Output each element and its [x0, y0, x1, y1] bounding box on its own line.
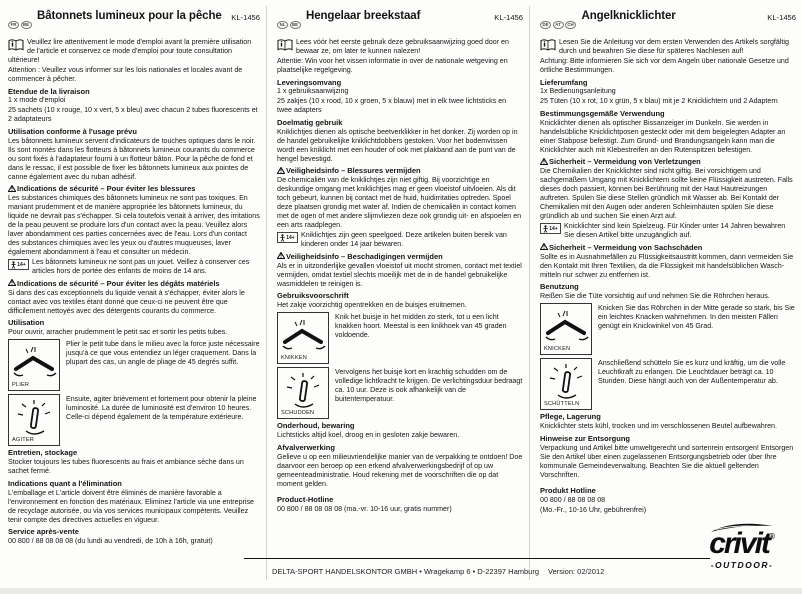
- safety-damage-text: Sollte es in Ausnahmefällen zu Flüssigkeitsaustritt kommen, dann vermeiden Sie den Kontakt mit Ihren Textilien, da die Flüssigkeit mit handelsüblichen Wasch-mitteln nur schwer zu entfernen ist.: [540, 252, 794, 279]
- column-divider: [529, 6, 530, 580]
- heading-usage: Gebruiksvoorschrift: [277, 291, 349, 300]
- bend-instruction-text: Knicken Sie das Röhrchen in der Mitte gerade so stark, bis Sie ein leichtes Knacken wahrnehmen. In den meisten Fällen genügt ein Knickwinkel von 45 Grad.: [598, 304, 795, 331]
- age-warning-text: Les bâtonnets lumineux ne sont pas un jouet. Veillez à conserver ces articles hors de portée des enfants de moins de 14 ans.: [32, 258, 250, 276]
- care-text: Stocker toujours les tubes fluorescents au frais et ambiance sèche dans un sachet fermé.: [8, 458, 244, 476]
- shake-stick-icon: [281, 371, 327, 411]
- read-manual-book-icon: [8, 39, 24, 54]
- pictogram-label: SCHÜTTELN: [544, 400, 580, 407]
- column-header: [540, 10, 796, 31]
- intro-paragraph: [540, 38, 796, 56]
- care-text: Knicklichter stets kühl, trocken und im verschlossenen Beutel aufbewahren.: [540, 422, 777, 431]
- disposal-text: L'emballage et L'article doivent être éliminés de manière favorable a l'environnement en fonction des matériaux. Eliminez l'article via une entreprise de recyclage autorisée, ou via vos services municipaux compétents. Veuillez tenir compte des directives actuelles en vigueur.: [8, 488, 254, 524]
- bend-stick-icon: [281, 316, 327, 356]
- heading-usage: Utilisation: [8, 318, 45, 327]
- language-badges: [540, 10, 578, 31]
- warning-triangle-icon: [540, 158, 548, 165]
- warning-triangle-icon: [540, 243, 548, 250]
- heading-intended-use: Bestimmungsgemäße Verwendung: [540, 108, 665, 118]
- page-edge-band: [0, 588, 802, 594]
- age-14-plus-icon: 14+: [277, 232, 298, 243]
- warning-triangle-icon: [277, 167, 285, 174]
- read-manual-book-icon: [540, 39, 556, 54]
- bend-stick-pictogram: [540, 303, 592, 355]
- intro-text: Lesen Sie die Anleitung vor dem ersten Verwenden des Artikels sorgfältig durch und bewahren Sie diese für späteres Nachlesen auf!: [559, 38, 789, 55]
- shake-instruction-text: Vervolgens het buisje kort en krachtig schudden om de volledige lichtkracht te krijgen. De verlichtingsduur bedraagt ca. 10 uur. Deze is ook afhankelijk van de buitentemperatuur.: [335, 367, 523, 403]
- bend-instruction-row: [277, 312, 523, 364]
- registered-trademark-icon: ®: [768, 532, 775, 541]
- heading-safety-injuries: Veiligheidsinfo – Blessures vermijden: [277, 166, 523, 175]
- heading-safety-injuries: Indications de sécurité – Pour éviter les blessures: [8, 184, 260, 193]
- safety-injuries-text: Die Chemikalien der Knicklichter sind nicht giftig. Bei vorsichtigem und sachgemäßem Umgang mit Knicklichtern sollte keine Flüssigkeit austreten. Falls dieses doch passiert, können bei Berührung mit der Haut Hautreizungen auftreten. Spülen Sie diese Stellen gründlich mit Wasser ab. Bei Kontakt der Chemikalien mit den Augen oder anderen Schleimhäuten spülen Sie diese gründlich ab und suchen Sie einen Arzt auf.: [540, 167, 793, 221]
- safety-damage-text: Als er in uitzonderlijke gevallen vloeistof uit mocht stromen, contact met textiel vermijden, omdat textiel slechts moeilijk met de in de handel gebruikelijke wasmiddelen te reinigen is.: [277, 261, 522, 288]
- shake-stick-icon: [544, 362, 590, 402]
- heading-care: Onderhoud, bewaring: [277, 421, 355, 431]
- footer-version: Version: 02/2012: [548, 567, 605, 576]
- crivit-outdoor-logo: [686, 522, 798, 570]
- heading-intended-use: Utilisation conforme à l'usage prévu: [8, 126, 137, 136]
- usage-text: Reißen Sie die Tüte vorsichtig auf und nehmen Sie die Röhrchen heraus.: [540, 291, 770, 300]
- delivery-line: 25 sachets (10 x rouge, 10 x vert, 5 x bleu) avec chacun 2 tubes fluorescents et 2 adaptateurs: [8, 106, 258, 124]
- bend-instruction-text: Plier le petit tube dans le milieu avec la force juste nécessaire jusqu'à ce que vous entendiez un léger craquement. Dans la plupart des cas, un angle de pliage de 45 degrés suffit.: [66, 340, 260, 367]
- pictogram-label: SCHUDDEN: [281, 409, 315, 416]
- heading-hotline: Product-Hotline: [277, 494, 334, 504]
- page-title: Angelknicklichter: [581, 10, 676, 22]
- safety-damage-text: Si dans des cas exceptionnels du liquide venait à s'échapper, éviter alors le contact avec vos textiles étant donné que ceux-ci ne peuvent être que difficilement nettoyés avec des détergents courants du commerce.: [8, 288, 245, 315]
- warning-triangle-icon: [8, 185, 16, 192]
- intro-paragraph: [8, 38, 260, 65]
- attention-text: Attention : Veuillez vous informer sur les lois nationales et locales avant de commencer à pêcher.: [8, 66, 243, 83]
- heading-care: Pflege, Lagerung: [540, 412, 601, 422]
- usage-text: Het zakje voorzichtig opentrekken en de buisjes eruitnemen.: [277, 300, 467, 309]
- lang-badge-be: BE: [21, 21, 32, 29]
- heading-disposal: Indications quant a l'élimination: [8, 478, 122, 488]
- pictogram-label: KNIKKEN: [281, 355, 307, 362]
- intended-use-text: Kniklichtjes dienen als optische beetverklikker in het donker. Zij worden op in de handel gebruikelijke kniklichtdobbers gestoken. Voor het bodemvissen wordt een kniklicht met een houder of ook met plakband aan de punt van de hengel bevestigd.: [277, 127, 518, 163]
- brand-subtitle: -OUTDOOR-: [710, 560, 774, 570]
- bend-stick-icon: [12, 343, 58, 383]
- language-badges: [8, 10, 33, 31]
- bend-instruction-text: Knik het buisje in het midden zo sterk, tot u een licht knakken hoort. Meestal is een knikhoek van 45 graden voldoende.: [335, 313, 507, 340]
- safety-injuries-text: De chemicaliën van de kniklichtjes zijn niet giftig. Bij voorzichtige en deskundige omgang met kniklichtjes mag er geen vloeistof uitvloeien. Als dit toch gebeurt, kunnen bij contact met de huid, huidirritaties optreden. Spoel deze plaatsen grondig met water af. Indien de chemicaliën in contact komen met de ogen of met andere slijmvliezen deze ook grondig uit- en afspoelen en een arts raadplegen.: [277, 176, 522, 230]
- bend-stick-pictogram: [8, 339, 60, 391]
- bend-stick-icon: [544, 307, 590, 347]
- column-dutch: [277, 10, 523, 515]
- heading-delivery: Lieferumfang: [540, 77, 588, 87]
- hotline-number: 00 800 / 88 08 08 08: [540, 495, 606, 504]
- age-warning-row: [8, 258, 260, 276]
- shake-instruction-row: [277, 367, 523, 419]
- bend-instruction-row: [8, 339, 260, 391]
- lang-badge-de: DE: [540, 21, 551, 29]
- heading-usage: Benutzung: [540, 282, 579, 291]
- hotline-number: 00 800 / 88 08 08 08 (du lundi au vendredi, de 10h à 16h, gratuit): [8, 537, 213, 545]
- pictogram-label: PLIER: [12, 382, 30, 389]
- language-badges: [277, 10, 302, 31]
- shake-stick-icon: [12, 398, 58, 438]
- column-german: [540, 10, 796, 516]
- footer-rule: [244, 558, 710, 559]
- heading-disposal: Hinweise zur Entsorgung: [540, 433, 631, 443]
- shake-instruction-text: Ensuite, agiter brièvement et fortement pour obtenir la pleine luminosité. La durée de luminosité est d'environ 10 heures. Celle-ci dépend également de la température extérieure.: [66, 394, 257, 421]
- delivery-line: 1 x mode d'emploi: [8, 96, 66, 105]
- shake-stick-pictogram: [8, 394, 60, 446]
- read-manual-book-icon: [277, 39, 293, 54]
- heading-safety-damage: Veiligheidsinfo – Beschadigingen vermijden: [277, 252, 523, 261]
- disposal-text: Gelieve u op een milieuvriendelijke manier van de verpakking te ontdoen! Doe daarvoor een beroep op een erkend afvalverwerkingsbedrijf of op uw gemeenteadministratie. Houd rekening met de voorschriften die op dat moment gelden.: [277, 452, 523, 488]
- shake-stick-pictogram: [277, 367, 329, 419]
- column-header: [8, 10, 260, 31]
- heading-intended-use: Doelmatig gebruik: [277, 117, 343, 127]
- age-warning-row: [277, 231, 523, 249]
- shake-instruction-row: [8, 394, 260, 446]
- brand-name: crivit®: [709, 527, 775, 560]
- safety-injuries-text: Les substances chimiques des bâtonnets lumineux ne sont pas toxiques. En maniant prudemment et de manière appropriée les bâtonnets lumineux, du liquide ne devrait pas s'échapper. Si cela toutefois venait à arriver, des irritations de la peau peuvent se produire lors d'un contact avec la peau. Veuillez alors laver abondamment ces parties concernées avec de l'eau. Lors d'un contact des substances chimiques avec les yeux ou d'autres muqueuses, laver également abondamment à l'eau et consulter un médecin.: [8, 194, 260, 257]
- lang-badge-ch: CH: [565, 21, 576, 29]
- warning-triangle-icon: [8, 279, 16, 286]
- disposal-text: Verpackung und Artikel bitte umweltgerecht und sortenrein entsorgen! Entsorgen Sie den Artikel über einen zugelassenen Entsorgungsbetrieb oder über Ihre kommunale Gemeindeverwaltung. Beachten Sie die aktuell geltenden Vorschriften.: [540, 443, 794, 479]
- bend-stick-pictogram: [277, 312, 329, 364]
- warning-triangle-icon: [277, 252, 285, 259]
- shake-stick-pictogram: [540, 358, 592, 410]
- heading-delivery: Etendue de la livraison: [8, 86, 90, 96]
- hotline-number: 00 800 / 88 08 08 08 (ma.-vr. 10-16 uur, gratis nummer): [277, 504, 452, 513]
- intro-paragraph: [277, 38, 523, 56]
- heading-safety-damage: Sicherheit – Vermeidung von Sachschäden: [540, 243, 796, 252]
- shake-instruction-text: Anschließend schütteln Sie es kurz und kräftig, um die volle Leuchtkraft zu erlangen. Die Leuchtdauer beträgt ca. 10 Stunden. Diese hängt auch von der Außentemperatur ab.: [598, 358, 786, 385]
- column-french: [8, 10, 260, 547]
- heading-safety-damage: Indications de sécurité – Pour éviter les dégâts matériels: [8, 279, 260, 288]
- age-warning-row: [540, 222, 796, 240]
- column-header: [277, 10, 523, 31]
- column-divider: [266, 6, 267, 580]
- lang-badge-nl: NL: [277, 21, 288, 29]
- intro-text: Lees vóór het eerste gebruik deze gebruiksaanwijzing goed door en bewaar ze, om later te kunnen nalezen!: [296, 38, 509, 55]
- pictogram-label: AGITER: [12, 436, 35, 443]
- lang-badge-fr: FR: [8, 21, 19, 29]
- heading-safety-injuries: Sicherheit – Vermeidung von Verletzungen: [540, 157, 796, 166]
- intended-use-text: Knicklichter dienen als optischer Bissanzeiger im Dunkeln. Sie werden in handelsübliche Knicklichtposen gesteckt oder mit dem beigelegten Adapter an einer Stabpose befestigt. Zum Grund- und Brandungsangeln kann man die Knicklichter auch mit Klebestreifen an den Rutenspitzen befestigen.: [540, 118, 786, 154]
- age-warning-text: Knicklichter sind kein Spielzeug. Für Kinder unter 14 Jahren bewahren Sie diesen Artikel bitte unzugänglich auf.: [564, 222, 786, 240]
- heading-delivery: Leveringsomvang: [277, 77, 342, 87]
- lang-badge-at: AT: [553, 21, 564, 29]
- attention-text: Attentie: Win voor het vissen informatie in over de nationale wetgeving en plaatselijke regelgeving.: [277, 57, 508, 74]
- age-warning-text: Kniklichtjes zijn geen speelgoed. Deze artikelen buiten bereik van kinderen onder 14 jaar bewaren.: [301, 231, 507, 249]
- care-text: Lichtsticks altijd koel, droog en in gesloten zakje bewaren.: [277, 431, 460, 440]
- page-title: Bâtonnets lumineux pour la pêche: [37, 10, 222, 22]
- heading-care: Entretien, stockage: [8, 448, 78, 458]
- article-number: KL-1456: [494, 13, 523, 22]
- bend-instruction-row: [540, 303, 796, 355]
- delivery-line: 25 zakjes (10 x rood, 10 x groen, 5 x blauw) met in elk twee lichtsticks en twee adapters: [277, 97, 507, 115]
- article-number: KL-1456: [231, 13, 260, 22]
- delivery-line: 1x Bedienungsanleitung: [540, 87, 616, 96]
- footer-company: DELTA-SPORT HANDELSKONTOR GMBH • Wragekamp 6 • D-22397 Hamburg: [272, 567, 540, 576]
- page-title: Hengelaar breekstaaf: [306, 10, 421, 22]
- age-14-plus-icon: 14+: [540, 223, 561, 234]
- heading-hotline: Produkt Hotline: [540, 485, 596, 495]
- attention-text: Achtung: Bitte informieren Sie sich vor dem Angeln über nationale Gesetze und örtliche Bestimmungen.: [540, 57, 789, 74]
- age-14-plus-icon: 14+: [8, 259, 29, 270]
- lang-badge-be: BE: [290, 21, 301, 29]
- intended-use-text: Les bâtonnets lumineux servent d'indicateurs de touches optiques dans le noir. Ils sont montés dans les flotteurs à bâtonnets lumineux courants du commerce ou sont fixés à l'adaptateur fourni à un flotteur bâton. Pour la pêche de fond et dans le ressac, il est possible de fixer les bâtonnets lumineux aux pointes de canne également avec du ruban adhésif.: [8, 136, 256, 181]
- heading-disposal: Afvalverwerking: [277, 442, 335, 452]
- pictogram-label: KNICKEN: [544, 346, 571, 353]
- hotline-hours: (Mo.-Fr., 10-16 Uhr, gebührenfrei): [540, 505, 647, 514]
- intro-text: Veuillez lire attentivement le mode d'emploi avant la première utilisation de l'article et conservez ce mode d'emploi pour toute consultation ultérieure!: [8, 38, 252, 64]
- delivery-line: 25 Tüten (10 x rot, 10 x grün, 5 x blau) mit je 2 Knicklichtern und 2 Adaptern: [540, 97, 778, 106]
- shake-instruction-row: [540, 358, 796, 410]
- usage-text: Pour ouvrir, arracher prudemment le petit sac et sortir les petits tubes.: [8, 327, 228, 336]
- heading-hotline: Service après-vente: [8, 527, 79, 537]
- delivery-line: 1 x gebruiksaanwijzing: [277, 87, 349, 96]
- article-number: KL-1456: [767, 13, 796, 22]
